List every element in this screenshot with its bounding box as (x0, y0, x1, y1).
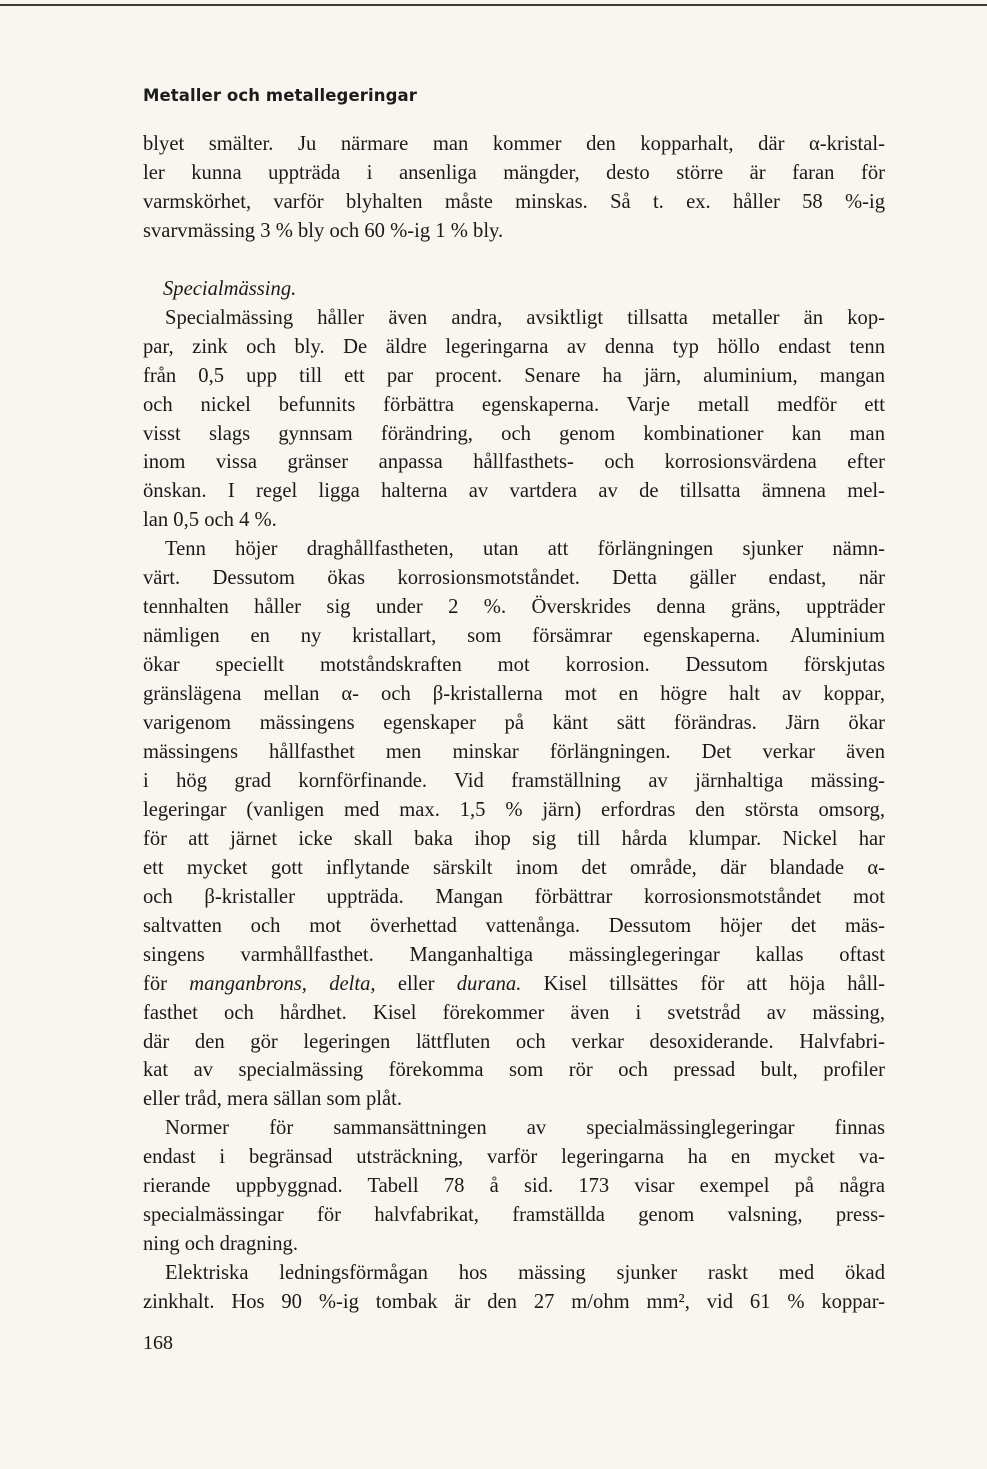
text-line: eller tråd, mera sällan som plåt. (143, 1088, 403, 1111)
text-line: i hög grad kornförfinande. Vid framställning av järnhaltiga mässing- (143, 769, 885, 792)
text-line: endast i begränsad utsträckning, varför legeringarna ha en mycket va- (143, 1146, 885, 1169)
text-line: där den gör legeringen lättfluten och verkar desoxiderande. Halvfabri- (143, 1030, 885, 1053)
text-line: lan 0,5 och 4 %. (143, 509, 277, 532)
section-heading: Specialmässing. (163, 277, 297, 300)
text-line: rierande uppbyggnad. Tabell 78 å sid. 173 visar exempel på några (143, 1175, 885, 1198)
text-line: visst slags gynnsam förändring, och genom kombinationer kan man (143, 422, 885, 445)
italic-term: manganbrons, delta, (189, 972, 376, 995)
text-line: varmskörhet, varför blyhalten måste minskas. Så t. ex. håller 58 %-ig (143, 190, 885, 213)
italic-term: durana. (456, 972, 522, 995)
text-line: singens varmhållfasthet. Manganhaltiga mässinglegeringar kallas oftast (143, 943, 885, 966)
text-line: par, zink och bly. De äldre legeringarna av denna typ höllo endast tenn (143, 335, 885, 358)
text-line: önskan. I regel ligga halterna av vartdera av de tillsatta ämnena mel- (143, 480, 885, 503)
text-line: Specialmässing håller även andra, avsiktligt tillsatta metaller än kop- (165, 306, 885, 329)
text-line: nämligen en ny kristallart, som försämrar egenskaperna. Aluminium (143, 625, 885, 648)
text-line: fasthet och hårdhet. Kisel förekommer även i svetstråd av mässing, (143, 1001, 885, 1024)
running-head: Metaller och metallegeringar (143, 86, 417, 105)
text-line: ökar speciellt motståndskraften mot korrosion. Dessutom förskjutas (143, 654, 885, 677)
text-line: värt. Dessutom ökas korrosionsmotståndet. Detta gäller endast, när (143, 567, 885, 590)
text-line: blyet smälter. Ju närmare man kommer den kopparhalt, där α-kristal- (143, 133, 885, 155)
text-line: mässingens hållfasthet men minskar förlängningen. Det verkar även (143, 741, 885, 763)
text-fragment: för (143, 972, 190, 995)
text-line: ler kunna uppträda i ansenliga mängder, desto större är faran för (143, 161, 885, 184)
text-line: legeringar (vanligen med max. 1,5 % järn) erfordras den största omsorg, (143, 798, 885, 821)
text-line: för att järnet icke skall baka ihop sig till hårda klumpar. Nickel har (143, 827, 885, 850)
text-line: ett mycket gott inflytande särskilt inom det område, där blandade α- (143, 856, 885, 879)
text-line: varigenom mässingens egenskaper på känt sätt förändras. Järn ökar (143, 712, 885, 735)
text-line: Tenn höjer draghållfastheten, utan att förlängningen sjunker nämn- (165, 538, 885, 561)
text-line: tennhalten håller sig under 2 %. Överskrides denna gräns, uppträder (143, 596, 885, 619)
text-line: inom vissa gränser anpassa hållfasthets- och korrosionsvärdena efter (143, 451, 885, 474)
text-fragment: eller (375, 972, 457, 995)
text-line: från 0,5 upp till ett par procent. Senare ha järn, aluminium, mangan (143, 364, 885, 387)
text-line-with-italics (143, 970, 885, 999)
text-line: svarvmässing 3 % bly och 60 %-ig 1 % bly. (143, 219, 504, 242)
text-line: gränslägena mellan α- och β-kristallerna mot en högre halt av koppar, (143, 683, 885, 706)
text-line: Normer för sammansättningen av specialmässinglegeringar finnas (165, 1117, 885, 1140)
text-line: ning och dragning. (143, 1233, 298, 1256)
text-line: specialmässingar för halvfabrikat, framställda genom valsning, press- (143, 1204, 885, 1227)
text-line: Elektriska ledningsförmågan hos mässing sjunker raskt med ökad (165, 1262, 885, 1285)
text-line: kat av specialmässing förekomma som rör och pressad bult, profiler (143, 1059, 885, 1082)
text-line: och nickel befunnits förbättra egenskaperna. Varje metall medför ett (143, 393, 885, 416)
paragraph-gap (143, 246, 885, 275)
page-number: 168 (143, 1332, 173, 1354)
text-line: och β-kristaller uppträda. Mangan förbättrar korrosionsmotståndet mot (143, 885, 885, 908)
text-line: zinkhalt. Hos 90 %-ig tombak är den 27 m/ohm mm², vid 61 % koppar- (143, 1291, 885, 1314)
text-fragment: Kisel tillsättes för att höja håll- (521, 972, 885, 995)
body-text (143, 130, 885, 1317)
text-line: saltvatten och mot överhettad vattenånga. Dessutom höjer det mäs- (143, 914, 885, 937)
